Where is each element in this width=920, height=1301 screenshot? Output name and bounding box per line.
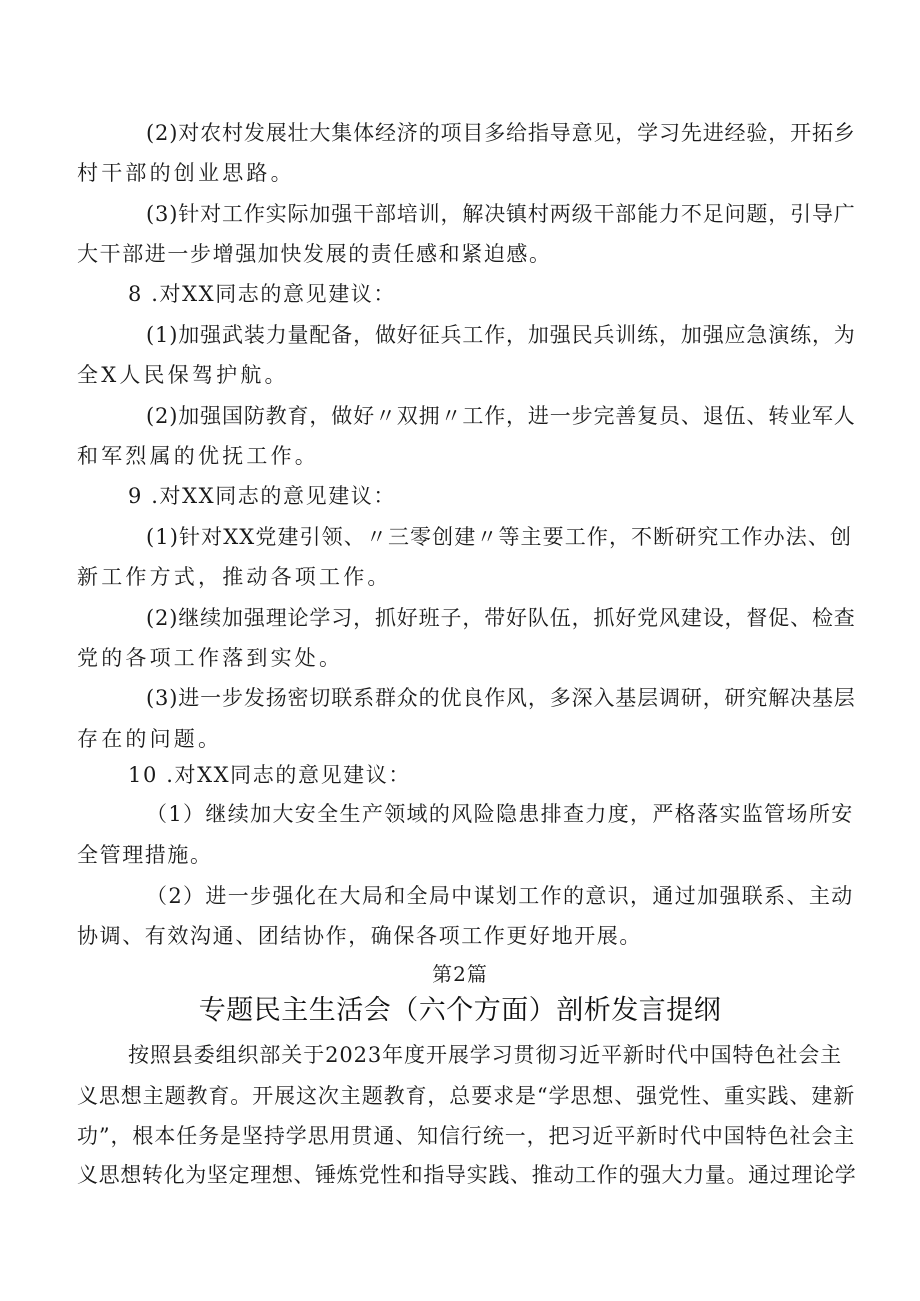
- paragraph-line: 和军烈属的优抚工作。: [77, 444, 319, 468]
- paragraph-line: （2）进一步强化在大局和全局中谋划工作的意识，通过加强联系、主动: [146, 884, 854, 908]
- paragraph-line: (2)加强国防教育，做好〃双拥〃工作，进一步完善复员、退伍、转业军人: [146, 404, 856, 428]
- paragraph-line: (1)针对XX党建引领、〃三零创建〃等主要工作，不断研究工作办法、创: [146, 525, 853, 549]
- paragraph-line: 大干部进一步增强加快发展的责任感和紧迫感。: [77, 242, 552, 266]
- paragraph-line: 全X人民保驾护航。: [77, 363, 289, 387]
- paragraph-line: 党的各项工作落到实处。: [77, 646, 344, 670]
- paragraph-line: (3)针对工作实际加强干部培训，解决镇村两级干部能力不足问题，引导广: [146, 202, 856, 226]
- paragraph-line: 协调、有效沟通、团结协作，确保各项工作更好地开展。: [77, 924, 642, 948]
- paragraph-line: 义思想转化为坚定理想、锤炼党性和指导实践、推动工作的强大力量。通过理论学: [77, 1163, 857, 1187]
- paragraph-line: 功”，根本任务是坚持学思用贯通、知信行统一，把习近平新时代中国特色社会主: [77, 1124, 856, 1148]
- paragraph-line: 义思想主题教育。开展这次主题教育，总要求是“学思想、强党性、重实践、建新: [77, 1084, 856, 1108]
- paragraph-line: 存在的问题。: [77, 727, 223, 751]
- paragraph-line: 村干部的创业思路。: [77, 161, 295, 185]
- paragraph-line: (1)加强武装力量配备，做好征兵工作，加强民兵训练，加强应急演练，为: [146, 323, 856, 347]
- paragraph-line: 新工作方式，推动各项工作。: [77, 565, 392, 589]
- paragraph-line: (2)对农村发展壮大集体经济的项目多给指导意见，学习先进经验，开拓乡: [146, 121, 856, 145]
- paragraph-line: 全管理措施。: [77, 843, 213, 867]
- section-heading: 8 .对XX同志的意见建议：: [128, 282, 397, 306]
- page-title: 专题民主生活会（六个方面）剖析发言提纲: [198, 995, 722, 1026]
- chapter-label: 第2篇: [432, 962, 488, 986]
- paragraph-line: (2)继续加强理论学习，抓好班子，带好队伍，抓好党风建设，督促、检查: [146, 606, 856, 630]
- paragraph-line: (3)进一步发扬密切联系群众的优良作风，多深入基层调研，研究解决基层: [146, 686, 856, 710]
- paragraph-line: 按照县委组织部关于2023年度开展学习贯彻习近平新时代中国特色社会主: [128, 1043, 843, 1067]
- paragraph-line: （1）继续加大安全生产领域的风险隐患排查力度，严格落实监管场所安: [146, 802, 854, 826]
- section-heading: 10 .对XX同志的意见建议：: [128, 763, 411, 787]
- section-heading: 9 .对XX同志的意见建议：: [128, 484, 397, 508]
